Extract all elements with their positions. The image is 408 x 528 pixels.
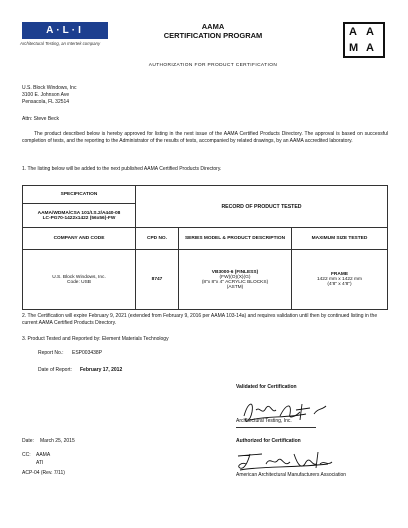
series-standard: (ASTM) — [226, 284, 244, 290]
spec-header: SPECIFICATION — [23, 186, 136, 204]
cell-cpd: 8747 — [136, 250, 179, 310]
aama-logo-letter: A — [366, 26, 374, 38]
company-code: Code: USB — [67, 279, 91, 285]
ali-logo-subtitle: Architectural Testing, an Intertek company — [20, 41, 101, 46]
address-company: U.S. Block Windows, Inc — [22, 85, 77, 91]
series-description: (8"x 8"x 4" ACRYLIC BLOCKS) — [201, 279, 269, 285]
size-imperial: (4'8" x 4'8") — [327, 282, 352, 287]
item-1-text: 1. The listing below will be added to the next published AAMA Certified Products Directory. — [22, 166, 222, 172]
cc-ati: ATI — [36, 460, 44, 466]
date-issued: March 25, 2015 — [40, 438, 75, 444]
aama-logo — [343, 22, 385, 58]
col-series-header: SERIES MODEL & PRODUCT DESCRIPTION — [179, 228, 292, 250]
spec-line-1: AAMA/WDMA/CSA 101/I.S.2/A440-08 — [37, 210, 121, 216]
cc-aama: AAMA — [36, 452, 51, 458]
address-city: Pensacola, FL 32514 — [22, 99, 70, 105]
item-2-text: 2. The Certification will expire February 9, 2021 (extended from February 9, 2016 per AAMA 103-14a) and requires validation until then by continued listing in the current AAMA Certified Products Directory. — [22, 313, 378, 326]
col-cpd-header: CPD NO. — [136, 228, 179, 250]
aama-logo-letter: A — [366, 42, 374, 54]
approval-paragraph: The product described below is hereby approved for listing in the next issue of the AAMA Certified Products Directory. The approval is based on successful completion of tests, and the reporting to the Administrator of the results of tests, accompanied by related drawings, by an AAMA accredited laboratory. — [22, 131, 388, 144]
validated-label: Validated for Certification — [236, 384, 297, 390]
aama-logo-letter: A — [349, 26, 357, 38]
cell-series — [179, 250, 292, 310]
authorized-org: American Architectural Manufacturers Association — [236, 472, 347, 478]
ali-logo: A·L·I — [22, 22, 108, 39]
report-number-label: Report No.: — [38, 350, 64, 356]
report-number: ESP003438P — [72, 350, 103, 356]
report-date: February 17, 2012 — [80, 367, 123, 373]
spec-values — [23, 204, 136, 228]
item-3-text: 3. Product Tested and Reported by: Element Materials Technology — [22, 336, 169, 342]
series-codes: (FW)(O)(X)(G) — [219, 274, 251, 280]
attention-line: Attn: Steve Beck — [22, 116, 59, 122]
title-certification-program: CERTIFICATION PROGRAM — [163, 31, 263, 40]
col-size-header: MAXIMUM SIZE TESTED — [292, 228, 388, 250]
cc-label: CC: — [22, 452, 31, 458]
validated-org: Architectural Testing, Inc. — [236, 418, 292, 424]
form-reference: ACP-04 (Rev. 7/11) — [22, 470, 65, 476]
address-street: 3100 E. Johnson Ave — [22, 92, 70, 98]
product-table — [22, 185, 388, 310]
size-label: FRAME — [330, 272, 349, 277]
company-name: U.S. Block Windows, Inc. — [52, 274, 106, 280]
cell-size — [292, 250, 388, 310]
authorized-label: Authorized for Certification — [236, 438, 301, 444]
size-metric: 1422 mm x 1422 mm — [316, 277, 363, 282]
date-issued-label: Date: — [22, 438, 34, 444]
title-aama: AAMA — [201, 22, 225, 31]
cell-company — [23, 250, 136, 310]
report-date-label: Date of Report: — [38, 367, 72, 373]
spec-line-2: LC-PG70-1422x1422 (56x56)-FW — [42, 215, 116, 221]
record-header: RECORD OF PRODUCT TESTED — [136, 186, 388, 228]
col-company-header: COMPANY AND CODE — [23, 228, 136, 250]
series-model: VB3000-6 (FINLESS) — [211, 269, 259, 275]
subtitle-authorization: AUTHORIZATION FOR PRODUCT CERTIFICATION — [148, 63, 278, 68]
aama-logo-letter: M — [349, 42, 359, 54]
